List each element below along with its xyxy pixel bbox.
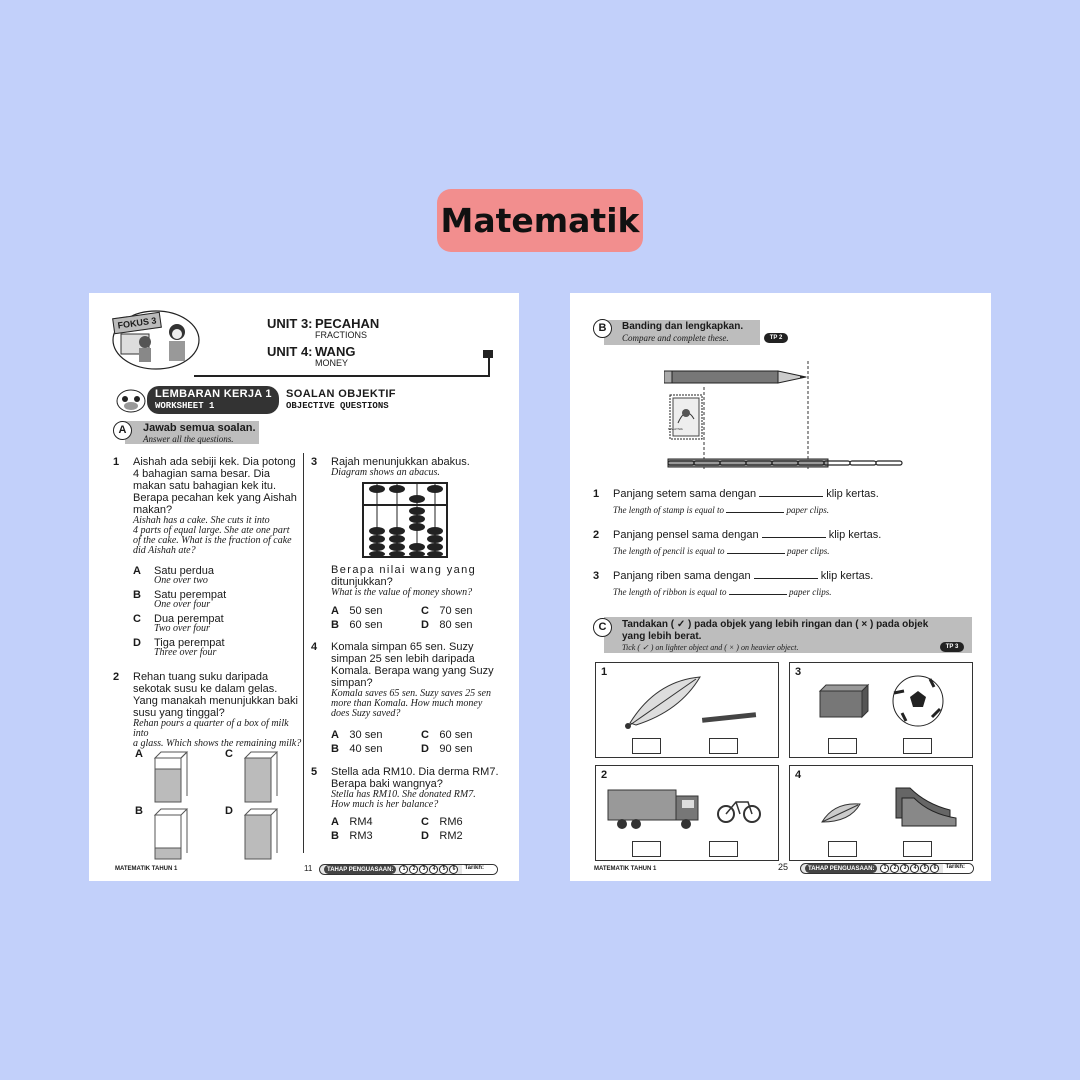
q5-line: Stella ada RM10. Dia derma RM7.	[331, 766, 499, 778]
option-text: 30 sen	[349, 729, 383, 741]
feather-and-pen-illustration	[616, 671, 776, 731]
option-text: 60 sen	[439, 729, 473, 741]
q1-en-line: Aishah has a cake. She cuts it into	[133, 515, 270, 526]
c-box-4	[789, 765, 973, 861]
option-letter: C	[133, 613, 141, 625]
tahap-circle[interactable]: 4	[429, 865, 438, 874]
answer-box[interactable]	[903, 738, 932, 754]
unit-header-line	[189, 348, 499, 383]
worksheet-subtitle: WORKSHEET 1	[155, 401, 215, 411]
q3-line: ditunjukkan?	[331, 576, 393, 588]
q1-block	[133, 456, 303, 556]
tarikh-label[interactable]: Tarikh:	[462, 865, 497, 874]
c-box-2	[595, 765, 779, 861]
b-item-en-a: The length of pencil is equal to	[613, 546, 725, 556]
unit3-title: PECAHAN	[315, 316, 380, 331]
q1-line: makan satu bahagian kek itu.	[133, 480, 277, 492]
q3-line: Berapa nilai wang yang	[331, 564, 477, 576]
part-b-letter: B	[593, 319, 612, 338]
q4-en-line: does Suzy saved?	[331, 708, 401, 719]
q1-line: Aishah ada sebiji kek. Dia potong	[133, 456, 296, 468]
q2-en-line: a glass. Which shows the remaining milk?	[133, 738, 302, 749]
q3-option[interactable]	[331, 615, 382, 633]
tahap-circle[interactable]: 5	[920, 864, 929, 873]
c-box-number: 4	[795, 769, 802, 781]
section-title: SOALAN OBJEKTIF	[286, 388, 396, 400]
q5-en-line: Stella has RM10. She donated RM7.	[331, 789, 476, 800]
lorry-and-bicycle-illustration	[602, 776, 774, 836]
option-text: Tiga perempat	[154, 637, 225, 649]
q4-number: 4	[311, 641, 318, 653]
option-letter: C	[421, 605, 429, 617]
tahap-circles	[880, 864, 939, 873]
worksheet-page-right	[570, 293, 991, 881]
q1-line: 4 bahagian sama besar. Dia	[133, 468, 270, 480]
option-letter: B	[331, 743, 339, 755]
q4-en-line: Komala saves 65 sen. Suzy saves 25 sen	[331, 688, 491, 699]
q3-text-en: Diagram shows an abacus.	[331, 467, 440, 478]
q3-text: Rajah menunjukkan abakus.	[331, 456, 470, 468]
q5-en-line: How much is her balance?	[331, 799, 439, 810]
measurement-diagram	[664, 361, 914, 477]
q2-line: Rehan tuang suku daripada	[133, 671, 269, 683]
part-b-title: Banding dan lengkapkan.	[622, 321, 744, 332]
q3-option[interactable]	[421, 615, 472, 633]
c-box-3	[789, 662, 973, 758]
answer-blank[interactable]	[726, 506, 784, 513]
b-item-3	[593, 569, 973, 599]
option-letter: B	[331, 619, 339, 631]
option-text: 90 sen	[439, 743, 473, 755]
answer-blank[interactable]	[727, 547, 785, 554]
b-item-text	[613, 529, 881, 541]
part-c-letter: C	[593, 618, 612, 637]
answer-box[interactable]	[828, 841, 857, 857]
option-letter: A	[331, 729, 339, 741]
q1-options	[133, 565, 293, 661]
part-c-line1: Tandakan ( ✓ ) pada objek yang lebih ringan dan ( × ) pada objek	[622, 619, 929, 630]
unit4-subtitle: MONEY	[315, 358, 349, 368]
part-b-subtitle: Compare and complete these.	[622, 333, 729, 343]
q2-option-c[interactable]: C	[225, 748, 233, 760]
option-text-en: One over four	[154, 599, 211, 610]
milk-box-b-diagram	[151, 805, 191, 861]
tahap-circle[interactable]: 5	[439, 865, 448, 874]
q4-line: simpan 25 sen lebih daripada	[331, 653, 475, 665]
option-letter: D	[421, 619, 429, 631]
option-letter: C	[421, 816, 429, 828]
answer-box[interactable]	[903, 841, 932, 857]
milk-box-c-diagram	[241, 748, 281, 804]
part-a-subtitle: Answer all the questions.	[143, 434, 234, 444]
b-item-en-a: The length of ribbon is equal to	[613, 587, 727, 597]
b-item-ms-a: Panjang riben sama dengan	[613, 570, 751, 582]
q4-option[interactable]	[421, 739, 472, 757]
c-box-number: 3	[795, 666, 802, 678]
q1-line: makan?	[133, 504, 173, 516]
option-text-en: Two over four	[154, 623, 210, 634]
leaf-and-shoes-illustration	[810, 774, 970, 836]
b-item-text	[613, 570, 873, 582]
tahap-circle[interactable]: 6	[449, 865, 458, 874]
option-letter: D	[133, 637, 141, 649]
q5-number: 5	[311, 766, 318, 778]
header-title: Matematik	[437, 189, 643, 252]
q4-en-line: more than Komala. How much money	[331, 698, 483, 709]
q5-option[interactable]	[331, 826, 373, 844]
q3-question	[331, 564, 499, 598]
milk-box-a-diagram	[151, 748, 191, 804]
q4-line: simpan?	[331, 677, 373, 689]
b-item-en-b: paper clips.	[786, 505, 829, 515]
tahap-label: TAHAP PENGUASAAN:	[324, 865, 396, 874]
option-text: RM4	[349, 816, 373, 828]
option-letter: A	[133, 565, 141, 577]
q2-option-a[interactable]: A	[135, 748, 143, 760]
footer-book-title: MATEMATIK TAHUN 1	[115, 866, 178, 872]
option-letter: D	[421, 743, 429, 755]
brick-and-ball-illustration	[810, 669, 970, 733]
c-box-number: 1	[601, 666, 608, 678]
q3-number: 3	[311, 456, 318, 468]
q2-block	[133, 671, 303, 749]
part-c-subtitle: Tick ( ✓ ) on lighter object and ( × ) on heavier object.	[622, 643, 799, 652]
q2-option-b[interactable]: B	[135, 805, 143, 817]
q1-option[interactable]	[133, 637, 293, 661]
tahap-footer	[319, 864, 498, 875]
option-letter: A	[331, 605, 339, 617]
q2-option-d[interactable]: D	[225, 805, 233, 817]
option-text-en: Three over four	[154, 647, 217, 658]
q5-block	[331, 766, 501, 810]
tahap-circles	[399, 865, 458, 874]
worksheet-title: LEMBARAN KERJA 1	[155, 388, 272, 400]
page-number: 11	[304, 864, 313, 873]
q1-en-line: 4 parts of equal large. She ate one part	[133, 525, 290, 536]
part-a-letter: A	[113, 421, 132, 440]
q3-en-line: What is the value of money shown?	[331, 587, 473, 598]
option-text: Dua perempat	[154, 613, 224, 625]
tahap-footer	[800, 863, 974, 874]
b-item-en-b: paper clips.	[789, 587, 832, 597]
b-item-text	[613, 488, 879, 500]
q4-line: Komala simpan 65 sen. Suzy	[331, 641, 474, 653]
answer-box[interactable]	[709, 738, 738, 754]
b-item-en	[613, 505, 829, 515]
tahap-circle[interactable]: 2	[890, 864, 899, 873]
option-text: 40 sen	[349, 743, 383, 755]
q1-en-line: of the cake. What is the fraction of cake	[133, 535, 292, 546]
tp2-badge: TP 2	[764, 333, 788, 343]
b-item-en	[613, 546, 830, 556]
answer-blank[interactable]	[759, 488, 823, 497]
tahap-circle[interactable]: 3	[419, 865, 428, 874]
q4-line: Komala. Berapa wang yang Suzy	[331, 665, 494, 677]
b-item-2	[593, 528, 973, 558]
worksheet-banner	[147, 386, 279, 414]
milk-box-d-diagram	[241, 805, 281, 861]
q1-number: 1	[113, 456, 120, 468]
b-item-1	[593, 487, 973, 517]
option-text: Satu perdua	[154, 565, 214, 577]
stamp-text: MALAYSIA	[668, 427, 683, 431]
q5-option[interactable]	[421, 826, 463, 844]
tahap-circle[interactable]: 3	[900, 864, 909, 873]
unit4-title: WANG	[315, 344, 356, 359]
b-item-number: 1	[593, 488, 600, 500]
answer-box[interactable]	[828, 738, 857, 754]
q1-option[interactable]	[133, 613, 293, 637]
q2-line: sekotak susu ke dalam gelas.	[133, 683, 278, 695]
unit3-label: UNIT 3:	[267, 316, 313, 331]
b-item-ms-a: Panjang setem sama dengan	[613, 488, 757, 500]
part-a-title: Jawab semua soalan.	[143, 422, 256, 434]
b-item-ms-a: Panjang pensel sama dengan	[613, 529, 759, 541]
option-letter: B	[133, 589, 141, 601]
option-text: RM6	[439, 816, 463, 828]
b-item-number: 2	[593, 529, 600, 541]
option-text: 70 sen	[439, 605, 473, 617]
q1-option[interactable]	[133, 565, 293, 589]
answer-blank[interactable]	[754, 570, 818, 579]
option-letter: A	[331, 816, 339, 828]
b-item-en-a: The length of stamp is equal to	[613, 505, 724, 515]
unit3-subtitle: FRACTIONS	[315, 330, 368, 340]
footer-book-title: MATEMATIK TAHUN 1	[594, 866, 657, 872]
option-letter: B	[331, 830, 339, 842]
b-item-ms-b: klip kertas.	[828, 529, 882, 541]
tahap-circle[interactable]: 6	[930, 864, 939, 873]
part-c-line2: yang lebih berat.	[622, 631, 702, 642]
option-text: 60 sen	[349, 619, 383, 631]
option-letter: D	[421, 830, 429, 842]
tahap-circle[interactable]: 2	[409, 865, 418, 874]
option-letter: C	[421, 729, 429, 741]
tahap-label: TAHAP PENGUASAAN:	[805, 864, 877, 873]
b-item-number: 3	[593, 570, 600, 582]
b-item-en-b: paper clips.	[787, 546, 830, 556]
c-box-number: 2	[601, 769, 608, 781]
b-item-ms-b: klip kertas.	[826, 488, 879, 500]
tahap-circle[interactable]: 4	[910, 864, 919, 873]
q5-line: Berapa baki wangnya?	[331, 778, 443, 790]
q1-option[interactable]	[133, 589, 293, 613]
abacus-diagram	[361, 481, 451, 561]
q1-en-line: did Aishah ate?	[133, 545, 196, 556]
option-text: Satu perempat	[154, 589, 227, 601]
c-box-1	[595, 662, 779, 758]
tarikh-label[interactable]: Tarikh:	[943, 864, 973, 873]
b-item-ms-b: klip kertas.	[820, 570, 874, 582]
fokus-badge: FOKUS 3	[112, 312, 162, 335]
cow-mascot-icon	[113, 385, 149, 415]
tahap-circle[interactable]: 1	[880, 864, 889, 873]
answer-blank[interactable]	[729, 588, 787, 595]
option-text: 80 sen	[439, 619, 473, 631]
page-number: 25	[778, 862, 789, 872]
q2-number: 2	[113, 671, 120, 683]
q2-line: susu yang tinggal?	[133, 707, 225, 719]
tp3-badge: TP 3	[940, 642, 964, 652]
q4-option[interactable]	[331, 739, 382, 757]
answer-blank[interactable]	[762, 529, 826, 538]
column-divider	[303, 453, 304, 853]
answer-box[interactable]	[632, 738, 661, 754]
section-subtitle: OBJECTIVE QUESTIONS	[286, 401, 389, 411]
answer-box[interactable]	[632, 841, 661, 857]
unit4-label: UNIT 4:	[267, 344, 313, 359]
answer-box[interactable]	[709, 841, 738, 857]
option-text-en: One over two	[154, 575, 208, 586]
tahap-circle[interactable]: 1	[399, 865, 408, 874]
option-text: RM2	[439, 830, 463, 842]
option-text: RM3	[349, 830, 373, 842]
q2-line: Yang manakah menunjukkan baki	[133, 695, 298, 707]
worksheet-page-left	[89, 293, 519, 881]
q4-block	[331, 641, 501, 719]
b-item-en	[613, 587, 832, 597]
q1-line: Berapa pecahan kek yang Aishah	[133, 492, 297, 504]
option-text: 50 sen	[349, 605, 383, 617]
q2-en-line: Rehan pours a quarter of a box of milk into	[133, 718, 289, 739]
